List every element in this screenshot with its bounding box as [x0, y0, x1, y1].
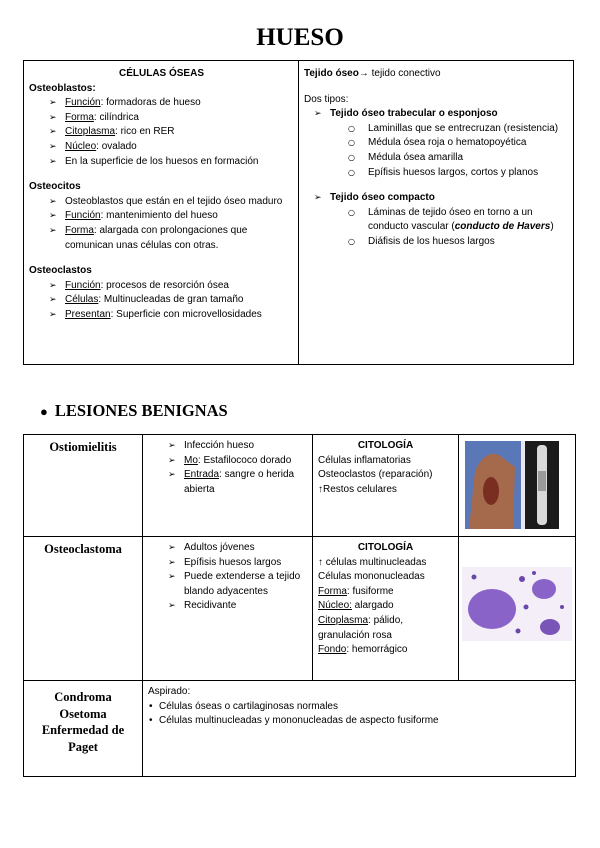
list-item: ➢ En la superficie de los huesos en formación	[29, 155, 294, 170]
list-item: ○ Médula ósea amarilla	[304, 151, 569, 166]
right-arrow-icon: →	[358, 68, 369, 79]
list-item: ○ Láminas de tejido óseo en torno a un conducto vascular (conducto de Havers)	[304, 206, 569, 235]
osteomyelitis-photo	[465, 441, 559, 529]
bone-summary-box	[23, 60, 574, 365]
lesion-name: Osteoclastoma	[24, 537, 143, 681]
list-item: ➢ Núcleo: ovalado	[29, 140, 294, 155]
bone-tissue-column	[304, 67, 569, 250]
list-item: ➢ Función: mantenimiento del hueso	[29, 209, 294, 224]
osteoclastos-label: Osteoclastos	[29, 265, 92, 277]
table-row	[24, 435, 576, 537]
lesion-name: Condroma Osetoma Enfermedad de Paget	[24, 681, 143, 777]
table-row	[24, 537, 576, 681]
bullet-icon: ●	[40, 404, 48, 419]
cytology-cell: CITOLOGÍA Células inflamatorias Osteoclastos (reparación) ↑Restos celulares	[313, 435, 459, 537]
list-item: ○ Médula ósea roja o hematopoyética	[304, 136, 569, 151]
bone-cells-heading: CÉLULAS ÓSEAS	[118, 68, 204, 79]
osteoblastos-label: Osteoblastos:	[29, 82, 96, 94]
osteoclastoma-micrograph	[462, 567, 572, 641]
compacto-heading: ➢ Tejido óseo compacto	[304, 191, 569, 206]
section-heading: ● LESIONES BENIGNAS	[40, 401, 228, 420]
table-row	[24, 681, 576, 777]
list-item: ➢ Presentan: Superficie con microvellosidades	[29, 308, 294, 323]
list-item: ➢ Función: procesos de resorción ósea	[29, 279, 294, 294]
tejido-intro: Tejido óseo→ tejido conectivo	[304, 68, 441, 79]
image-cell	[459, 435, 576, 537]
list-item: ➢ Osteoblastos que están en el tejido óseo maduro	[29, 195, 294, 210]
aspirado-cell: Aspirado: • Células óseas o cartilaginosas normales • Células multinucleadas y mononucleadas de aspecto fusiforme	[143, 681, 576, 777]
lesion-details: ➢ Adultos jóvenes ➢ Epífisis huesos largos ➢ Puede extenderse a tejido blando adyacentes ➢ Recidivante	[143, 537, 313, 681]
tipos-label: Dos tipos:	[304, 93, 349, 105]
list-item: ➢ Función: formadoras de hueso	[29, 96, 294, 111]
list-item: ○ Epífisis huesos largos, cortos y planos	[304, 166, 569, 181]
trabecular-heading: ➢ Tejido óseo trabecular o esponjoso	[304, 107, 569, 122]
list-item: • Células multinucleadas y mononucleadas de aspecto fusiforme	[148, 714, 570, 729]
list-item: ○ Laminillas que se entrecruzan (resistencia)	[304, 122, 569, 137]
osteocitos-label: Osteocitos	[29, 181, 81, 193]
list-item: ➢ Citoplasma: rico en RER	[29, 125, 294, 140]
lesion-name: Ostiomielitis	[24, 435, 143, 537]
list-item: ➢ Forma: alargada con prolongaciones que comunican unas células con otras.	[29, 224, 294, 253]
cytology-cell: CITOLOGÍA ↑ células multinucleadas Células mononucleadas Forma: fusiforme Núcleo: alargado Citoplasma: pálido, granulación rosa Fondo: hemorrágico	[313, 537, 459, 681]
lesions-table	[23, 434, 576, 777]
image-cell	[459, 537, 576, 681]
page-title: HUESO	[256, 24, 344, 51]
list-item: ○ Diáfisis de los huesos largos	[304, 235, 569, 250]
list-item: • Células óseas o cartilaginosas normales	[148, 700, 570, 715]
bone-cells-column	[29, 67, 294, 323]
list-item: ➢ Forma: cilíndrica	[29, 111, 294, 126]
column-divider	[298, 61, 299, 364]
list-item: ➢ Células: Multinucleadas de gran tamaño	[29, 293, 294, 308]
lesion-details: ➢ Infección hueso ➢ Mo: Estafilococo dorado ➢ Entrada: sangre o herida abierta	[143, 435, 313, 537]
